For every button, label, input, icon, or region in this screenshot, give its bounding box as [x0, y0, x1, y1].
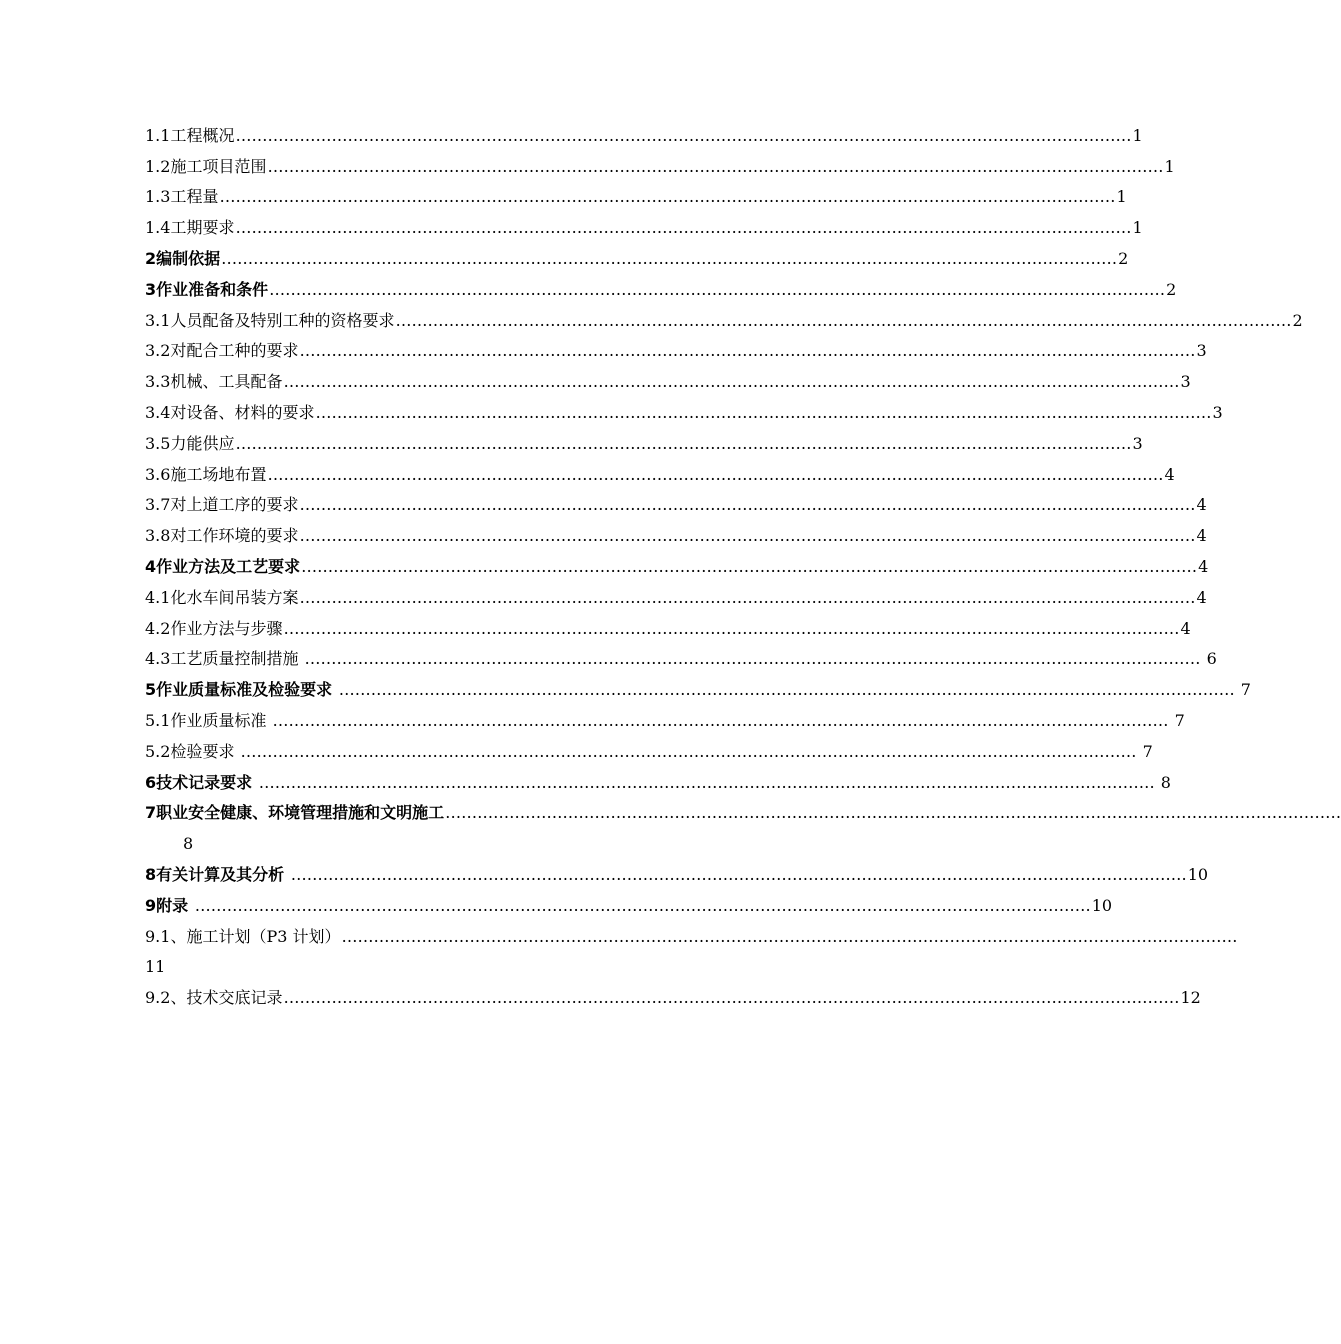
toc-dot-leader: …………………………………………………………………………………………………………………………………………………… — [221, 248, 1118, 268]
toc-entry-title: 职业安全健康、环境管理措施和文明施工 — [156, 803, 445, 823]
toc-entry[interactable] — [145, 639, 1217, 670]
toc-entry-number: 9.1、 — [145, 926, 187, 946]
toc-entry-title: 编制依据 — [156, 248, 221, 268]
toc-entry-page: 2 — [1118, 248, 1129, 268]
toc-entry-number: 5.1 — [145, 710, 171, 730]
toc-entry-number: 3.3 — [145, 372, 171, 392]
toc-dot-leader: …………………………………………………………………………………………………………………………………………………… — [445, 803, 1341, 823]
toc-dot-leader: …………………………………………………………………………………………………………………………………………………… — [235, 125, 1132, 145]
toc-entry[interactable] — [145, 115, 1143, 146]
toc-dot-leader: …………………………………………………………………………………………………………………………………………………… — [267, 464, 1164, 484]
toc-entry-page: 7 — [1235, 680, 1251, 700]
toc-dot-leader: …………………………………………………………………………………………………………………………………………………… — [235, 218, 1132, 238]
toc-entry-number: 5 — [145, 680, 157, 700]
toc-entry-page: 3 — [1196, 341, 1207, 361]
toc-entry-number: 3.8 — [145, 526, 171, 546]
toc-entry-number: 3.6 — [145, 464, 171, 484]
toc-entry-title: 技术交底记录 — [186, 988, 283, 1008]
toc-entry-page: 8 — [1155, 772, 1171, 792]
toc-entry-title: 技术记录要求 — [156, 772, 258, 792]
toc-dot-leader: …………………………………………………………………………………………………………………………………………………… — [283, 372, 1180, 392]
toc-dot-leader: …………………………………………………………………………………………………………………………………………………… — [338, 680, 1235, 700]
toc-entry-number: 1.3 — [145, 187, 171, 207]
toc-dot-leader: …………………………………………………………………………………………………………………………………………………… — [395, 310, 1292, 330]
toc-entry[interactable] — [145, 977, 1201, 1008]
toc-entry[interactable] — [145, 731, 1153, 762]
toc-entry-page: 10 — [1187, 864, 1209, 884]
toc-entry-number: 3 — [145, 279, 157, 299]
toc-entry-number: 8 — [145, 864, 157, 884]
toc-dot-leader: …………………………………………………………………………………………………………………………………………………… — [194, 895, 1091, 915]
toc-entry-page: 10 — [1091, 895, 1113, 915]
toc-entry-page: 1 — [1132, 125, 1143, 145]
toc-dot-leader: …………………………………………………………………………………………………………………………………………………… — [272, 710, 1169, 730]
toc-entry[interactable] — [145, 300, 1303, 331]
toc-dot-leader: …………………………………………………………………………………………………………………………………………………… — [267, 156, 1164, 176]
toc-dot-leader: …………………………………………………………………………………………………………………………………………………… — [283, 618, 1180, 638]
toc-entry[interactable] — [145, 238, 1129, 269]
toc-entry-page: 6 — [1201, 649, 1217, 669]
toc-entry-title: 机械、工具配备 — [170, 372, 283, 392]
toc-dot-leader: …………………………………………………………………………………………………………………………………………………… — [299, 526, 1196, 546]
toc-entry-page: 1 — [1132, 218, 1143, 238]
toc-entry-page-wrapped — [145, 823, 805, 854]
toc-entry-page-wrapped — [145, 947, 805, 978]
toc-entry-page: 3 — [1180, 372, 1191, 392]
toc-dot-leader: …………………………………………………………………………………………………………………………………………………… — [341, 926, 1238, 946]
toc-dot-leader: …………………………………………………………………………………………………………………………………………………… — [299, 587, 1196, 607]
toc-entry-page: 4 — [1196, 526, 1207, 546]
toc-dot-leader: …………………………………………………………………………………………………………………………………………………… — [301, 556, 1198, 576]
toc-entry-title: 对配合工种的要求 — [170, 341, 299, 361]
toc-entry-title: 作业方法与步骤 — [170, 618, 283, 638]
toc-entry-number: 4 — [145, 556, 157, 576]
toc-entry-title: 人员配备及特别工种的资格要求 — [170, 310, 395, 330]
toc-entry-title: 对上道工序的要求 — [170, 495, 299, 515]
toc-entry-page: 7 — [1169, 710, 1185, 730]
toc-entry[interactable] — [145, 916, 1238, 947]
toc-entry[interactable] — [145, 207, 1143, 238]
toc-entry-page: 4 — [1180, 618, 1191, 638]
toc-entry[interactable] — [145, 269, 1177, 300]
toc-entry[interactable] — [145, 608, 1191, 639]
toc-entry-title: 附录 — [156, 895, 194, 915]
toc-entry-title: 施工项目范围 — [170, 156, 267, 176]
toc-entry-title: 检验要求 — [170, 741, 240, 761]
toc-entry[interactable] — [145, 361, 1191, 392]
toc-entry[interactable] — [145, 762, 1171, 793]
toc-dot-leader: …………………………………………………………………………………………………………………………………………………… — [258, 772, 1155, 792]
toc-entry-number: 2 — [145, 248, 157, 268]
toc-entry-number: 4.1 — [145, 587, 171, 607]
toc-dot-leader: …………………………………………………………………………………………………………………………………………………… — [269, 279, 1166, 299]
toc-entry-page: 1 — [1164, 156, 1175, 176]
toc-dot-leader: …………………………………………………………………………………………………………………………………………………… — [219, 187, 1116, 207]
toc-entry-title: 施工计划（P3 计划） — [186, 926, 341, 946]
toc-dot-leader: …………………………………………………………………………………………………………………………………………………… — [304, 649, 1201, 669]
toc-dot-leader: …………………………………………………………………………………………………………………………………………………… — [283, 988, 1180, 1008]
toc-entry-number: 3.4 — [145, 402, 171, 422]
toc-entry[interactable] — [145, 392, 1223, 423]
toc-entry-page: 7 — [1137, 741, 1153, 761]
toc-entry-page: 3 — [1132, 433, 1143, 453]
toc-dot-leader: …………………………………………………………………………………………………………………………………………………… — [315, 402, 1212, 422]
toc-entry[interactable] — [145, 885, 1113, 916]
toc-entry[interactable] — [145, 793, 1341, 824]
toc-entry-number: 4.3 — [145, 649, 171, 669]
toc-entry-number: 3.5 — [145, 433, 171, 453]
toc-entry-number: 9.2、 — [145, 988, 187, 1008]
toc-entry-number: 7 — [145, 803, 157, 823]
toc-entry-title: 工艺质量控制措施 — [170, 649, 304, 669]
toc-entry-title: 作业质量标准及检验要求 — [156, 680, 338, 700]
toc-entry-number: 1.2 — [145, 156, 171, 176]
toc-entry[interactable] — [145, 454, 1175, 485]
toc-entry[interactable] — [145, 423, 1143, 454]
toc-entry-title: 力能供应 — [170, 433, 235, 453]
toc-entry[interactable] — [145, 515, 1207, 546]
toc-dot-leader: …………………………………………………………………………………………………………………………………………………… — [240, 741, 1137, 761]
toc-entry-page: 12 — [1180, 988, 1201, 1008]
toc-entry-page: 1 — [1116, 187, 1127, 207]
toc-entry-number: 9 — [145, 895, 157, 915]
toc-entry-page: 4 — [1198, 556, 1209, 576]
toc-entry-title: 工程量 — [170, 187, 219, 207]
toc-entry[interactable] — [145, 146, 1175, 177]
toc-entry-number: 3.2 — [145, 341, 171, 361]
toc-entry-number: 6 — [145, 772, 157, 792]
toc-entry[interactable] — [145, 577, 1207, 608]
toc-entry-number: 1.1 — [145, 125, 171, 145]
toc-entry-title: 作业准备和条件 — [156, 279, 269, 299]
toc-entry-page: 8 — [183, 834, 194, 854]
toc-dot-leader: …………………………………………………………………………………………………………………………………………………… — [299, 495, 1196, 515]
toc-entry-title: 对设备、材料的要求 — [170, 402, 315, 422]
toc-entry[interactable] — [145, 669, 1251, 700]
toc-entry-title: 作业方法及工艺要求 — [156, 556, 301, 576]
toc-dot-leader: …………………………………………………………………………………………………………………………………………………… — [299, 341, 1196, 361]
toc-entry-page: 4 — [1196, 587, 1207, 607]
toc-entry[interactable] — [145, 177, 1127, 208]
toc-entry[interactable] — [145, 700, 1185, 731]
toc-entry-page: 2 — [1166, 279, 1177, 299]
toc-entry-title: 施工场地布置 — [170, 464, 267, 484]
toc-entry-title: 工程概况 — [170, 125, 235, 145]
toc-entry-page: 3 — [1212, 402, 1223, 422]
toc-entry-page: 4 — [1196, 495, 1207, 515]
toc-entry-title: 有关计算及其分析 — [156, 864, 290, 884]
toc-entry-title: 对工作环境的要求 — [170, 526, 299, 546]
toc-dot-leader: …………………………………………………………………………………………………………………………………………………… — [290, 864, 1187, 884]
toc-entry[interactable] — [145, 854, 1209, 885]
toc-entry-number: 3.7 — [145, 495, 171, 515]
table-of-contents — [145, 115, 1341, 1008]
toc-entry[interactable] — [145, 331, 1207, 362]
toc-entry[interactable] — [145, 546, 1209, 577]
toc-entry-page: 4 — [1164, 464, 1175, 484]
toc-entry-number: 5.2 — [145, 741, 171, 761]
toc-entry-number: 4.2 — [145, 618, 171, 638]
toc-entry-title: 作业质量标准 — [170, 710, 272, 730]
toc-entry[interactable] — [145, 485, 1207, 516]
toc-entry-title: 化水车间吊装方案 — [170, 587, 299, 607]
toc-entry-page: 11 — [145, 957, 166, 977]
toc-entry-title: 工期要求 — [170, 218, 235, 238]
toc-dot-leader: …………………………………………………………………………………………………………………………………………………… — [235, 433, 1132, 453]
toc-entry-number: 1.4 — [145, 218, 171, 238]
toc-entry-number: 3.1 — [145, 310, 171, 330]
toc-entry-page: 2 — [1292, 310, 1303, 330]
